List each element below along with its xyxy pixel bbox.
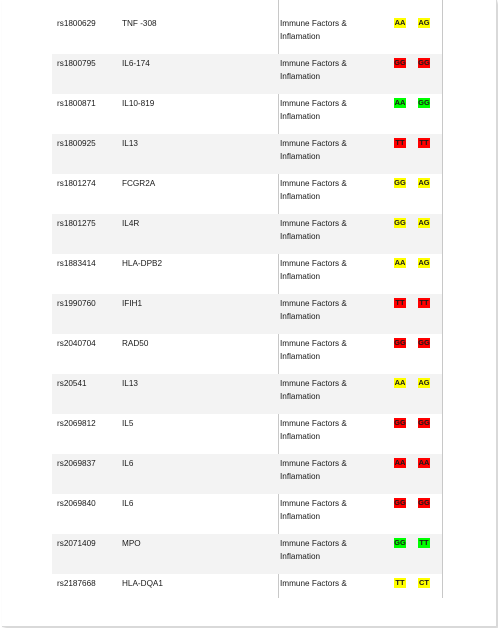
genotype-1-badge: GG: [394, 338, 406, 347]
table-row: [52, 14, 442, 54]
category-line2: Inflamation: [280, 472, 321, 481]
category-cell: [280, 97, 347, 123]
genotype-2-badge: AG: [418, 178, 430, 187]
category-line1: Immune Factors &: [280, 59, 347, 68]
category-cell: [280, 377, 347, 403]
genotype-2-badge: TT: [419, 538, 429, 547]
category-cell: [280, 257, 347, 283]
category-line2: Inflamation: [280, 192, 321, 201]
genotype-1-badge: GG: [394, 178, 406, 187]
gene-cell: HLA-DQA1: [122, 579, 163, 588]
rsid-cell: rs1800925: [57, 139, 96, 148]
rsid-cell: rs2040704: [57, 339, 96, 348]
category-line1: Immune Factors &: [280, 459, 347, 468]
genotype-1-badge: TT: [395, 298, 405, 307]
table-row: [52, 494, 442, 534]
genotype-1-badge: GG: [394, 418, 406, 427]
genotype-1-badge: AA: [394, 18, 406, 27]
category-line1: Immune Factors &: [280, 99, 347, 108]
table-row: [52, 254, 442, 294]
genotype-2-badge: GG: [418, 58, 430, 67]
category-line2: Inflamation: [280, 432, 321, 441]
category-line1: Immune Factors &: [280, 139, 347, 148]
rsid-cell: rs2069840: [57, 499, 96, 508]
table-row: [52, 174, 442, 214]
table-row: [52, 454, 442, 494]
rsid-cell: rs1800795: [57, 59, 96, 68]
gene-cell: IL5: [122, 419, 134, 428]
category-line2: Inflamation: [280, 512, 321, 521]
genotype-2-badge: AG: [418, 258, 430, 267]
category-line2: Inflamation: [280, 552, 321, 561]
category-cell: [280, 457, 347, 483]
gene-cell: IFIH1: [122, 299, 143, 308]
category-cell: [280, 17, 347, 43]
genotype-2-badge: GG: [418, 498, 430, 507]
rsid-cell: rs1883414: [57, 259, 96, 268]
rsid-cell: rs2069812: [57, 419, 96, 428]
category-cell: [280, 337, 347, 363]
gene-cell: IL10-819: [122, 99, 155, 108]
gene-cell: IL6-174: [122, 59, 150, 68]
gene-cell: HLA-DPB2: [122, 259, 163, 268]
category-line1: Immune Factors &: [280, 539, 347, 548]
category-cell: [280, 577, 347, 590]
gene-cell: MPO: [122, 539, 141, 548]
gene-cell: IL13: [122, 379, 138, 388]
category-line2: Inflamation: [280, 352, 321, 361]
category-cell: [280, 497, 347, 523]
genotype-2-badge: AG: [418, 218, 430, 227]
gene-cell: IL6: [122, 459, 134, 468]
category-line2: Inflamation: [280, 152, 321, 161]
genotype-1-badge: GG: [394, 58, 406, 67]
snp-table: [52, 14, 442, 614]
gene-cell: IL13: [122, 139, 138, 148]
table-row: [52, 214, 442, 254]
category-line2: Inflamation: [280, 32, 321, 41]
genotype-1-badge: GG: [394, 218, 406, 227]
table-row: [52, 54, 442, 94]
genotype-1-badge: AA: [394, 378, 406, 387]
category-cell: [280, 217, 347, 243]
genotype-2-badge: AG: [418, 18, 430, 27]
genotype-1-badge: TT: [395, 138, 405, 147]
rsid-cell: rs1801274: [57, 179, 96, 188]
category-cell: [280, 177, 347, 203]
genotype-2-badge: TT: [419, 138, 429, 147]
table-row: [52, 334, 442, 374]
rsid-cell: rs1990760: [57, 299, 96, 308]
rsid-cell: rs2071409: [57, 539, 96, 548]
category-cell: [280, 537, 347, 563]
genotype-1-badge: TT: [395, 578, 405, 587]
rsid-cell: rs2187668: [57, 579, 96, 588]
category-line2: Inflamation: [280, 232, 321, 241]
document-page: [2, 0, 497, 627]
genotype-1-badge: GG: [394, 498, 406, 507]
category-line2: Inflamation: [280, 72, 321, 81]
category-line1: Immune Factors &: [280, 499, 347, 508]
gene-cell: IL6: [122, 499, 134, 508]
genotype-2-badge: GG: [418, 418, 430, 427]
rsid-cell: rs1800871: [57, 99, 96, 108]
category-line1: Immune Factors &: [280, 299, 347, 308]
rsid-cell: rs1800629: [57, 19, 96, 28]
category-cell: [280, 57, 347, 83]
genotype-2-badge: CT: [419, 578, 429, 587]
genotype-2-badge: TT: [419, 298, 429, 307]
genotype-2-badge: GG: [418, 338, 430, 347]
genotype-1-badge: AA: [394, 98, 406, 107]
category-line1: Immune Factors &: [280, 179, 347, 188]
genotype-2-badge: AA: [418, 458, 430, 467]
category-line1: Immune Factors &: [280, 339, 347, 348]
category-cell: [280, 297, 347, 323]
genotype-2-badge: AG: [418, 378, 430, 387]
rsid-cell: rs2069837: [57, 459, 96, 468]
category-line1: Immune Factors &: [280, 259, 347, 268]
gene-cell: TNF -308: [122, 19, 157, 28]
genotype-1-badge: AA: [394, 458, 406, 467]
table-row: [52, 134, 442, 174]
table-row: [52, 94, 442, 134]
category-line1: Immune Factors &: [280, 579, 347, 588]
rsid-cell: rs20541: [57, 379, 87, 388]
table-row: [52, 534, 442, 574]
table-row: [52, 374, 442, 414]
category-line2: Inflamation: [280, 112, 321, 121]
category-line2: Inflamation: [280, 312, 321, 321]
category-cell: [280, 137, 347, 163]
rsid-cell: rs1801275: [57, 219, 96, 228]
genotype-1-badge: AA: [394, 258, 406, 267]
category-line1: Immune Factors &: [280, 219, 347, 228]
category-line1: Immune Factors &: [280, 379, 347, 388]
category-line2: Inflamation: [280, 272, 321, 281]
gene-cell: FCGR2A: [122, 179, 156, 188]
table-row: [52, 294, 442, 334]
genotype-1-badge: GG: [394, 538, 406, 547]
table-row: [52, 574, 442, 614]
gene-cell: IL4R: [122, 219, 140, 228]
table-row: [52, 414, 442, 454]
category-cell: [280, 417, 347, 443]
category-line1: Immune Factors &: [280, 19, 347, 28]
genotype-2-badge: GG: [418, 98, 430, 107]
category-line1: Immune Factors &: [280, 419, 347, 428]
gene-cell: RAD50: [122, 339, 149, 348]
category-line2: Inflamation: [280, 392, 321, 401]
column-divider: [442, 0, 443, 598]
